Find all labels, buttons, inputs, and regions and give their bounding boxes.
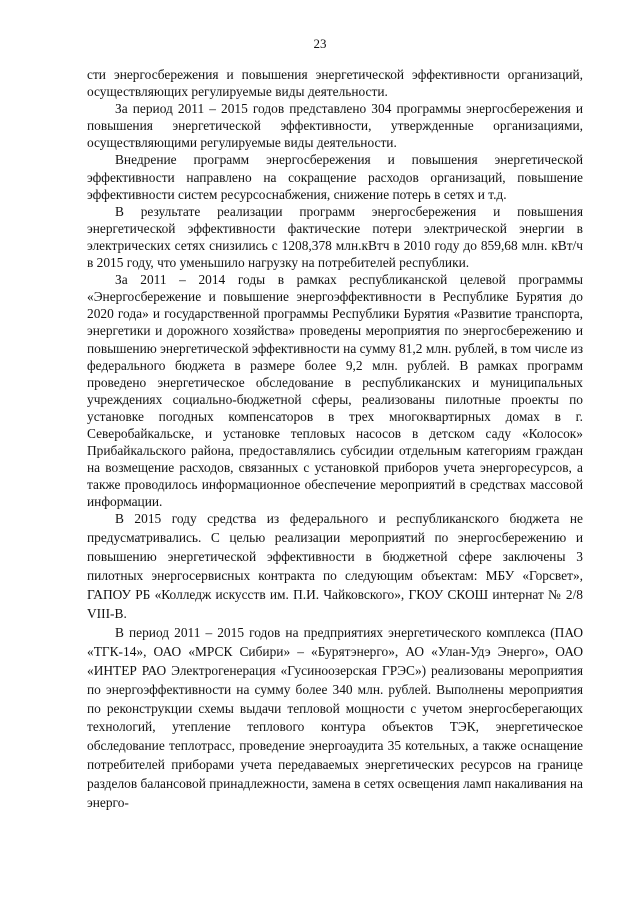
paragraph-1: сти энергосбережения и повышения энергетической эффективности организаций, осуществляющих регулируемые виды деятельности. [87,67,583,100]
paragraph-5: За 2011 – 2014 годы в рамках республиканской целевой программы «Энергосбережение и повышение энергоэффективности в Республике Бурятия до 2020 года» и государственной программы Республики Бурятия «Развитие транспорта, энергетики и дорожного хозяйства» проведены мероприятия по энергосбережению и повышению энергетической эффективности на сумму 81,2 млн. рублей, в том числе из федерального бюджета в размере более 9,2 млн. рублей. В рамках программ проведено энергетическое обследование в республиканских и муниципальных учреждениях социально-бюджетной сферы, реализованы пилотные проекты по установке погодных компенсаторов в трех многоквартирных домах в г. Северобайкальске, и установке тепловых насосов в детском саду «Колосок» Прибайкальского района, предоставлялись субсидии отдельным категориям граждан на возмещение расходов, связанных с установкой приборов учета энергоресурсов, а также проводилось информационное обеспечение мероприятий в средствах массовой информации. [87,272,583,510]
paragraph-7: В период 2011 – 2015 годов на предприятиях энергетического комплекса (ПАО «ТГК-14», ОАО «МРСК Сибири» – «Бурятэнерго», АО «Улан-Удэ Энерго», ОАО «ИНТЕР РАО Электрогенерация «Гусиноозерская ГРЭС») реализованы мероприятия по энергоэффективности на сумму более 340 млн. рублей. Выполнены мероприятия по реконструкции схемы выдачи тепловой мощности с учетом энергосберегающих технологий, утепление теплового контура объектов ТЭК, энергетическое обследование теплотрасс, проведение энергоаудита 35 котельных, а также оснащение потребителей приборами учета передаваемых энергетических ресурсов на границе разделов балансовой принадлежности, замена в сетях освещения ламп накаливания на энерго- [87,624,583,811]
paragraph-4: В результате реализации программ энергосбережения и повышения энергетической эффективности фактические потери электрической энергии в электрических сетях снизились с 1208,378 млн.кВтч в 2010 году до 859,68 млн. кВт/ч в 2015 году, что уменьшило нагрузку на потребителей республики. [87,203,583,271]
text-body [87,66,583,813]
page-number: 23 [313,36,327,51]
paragraph-6: В 2015 году средства из федерального и республиканского бюджета не предусматривались. С целью реализации мероприятий по энергосбережению и повышению энергетической эффективности в бюджетной сфере заключены 3 пилотных энергосервисных контракта по следующим объектам: МБУ «Горсвет», ГАПОУ РБ «Колледж искусств им. П.И. Чайковского», ГКОУ СКОШ интернат № 2/8 VIII-В. [87,511,583,621]
paragraph-3: Внедрение программ энергосбережения и повышения энергетической эффективности направлено на сокращение расходов организаций, повышение эффективности систем ресурсоснабжения, снижение потерь в сетях и т.д. [87,152,583,202]
paragraph-2: За период 2011 – 2015 годов представлено 304 программы энергосбережения и повышения энергетической эффективности, утвержденные организациями, осуществляющими регулируемые виды деятельности. [87,101,583,151]
